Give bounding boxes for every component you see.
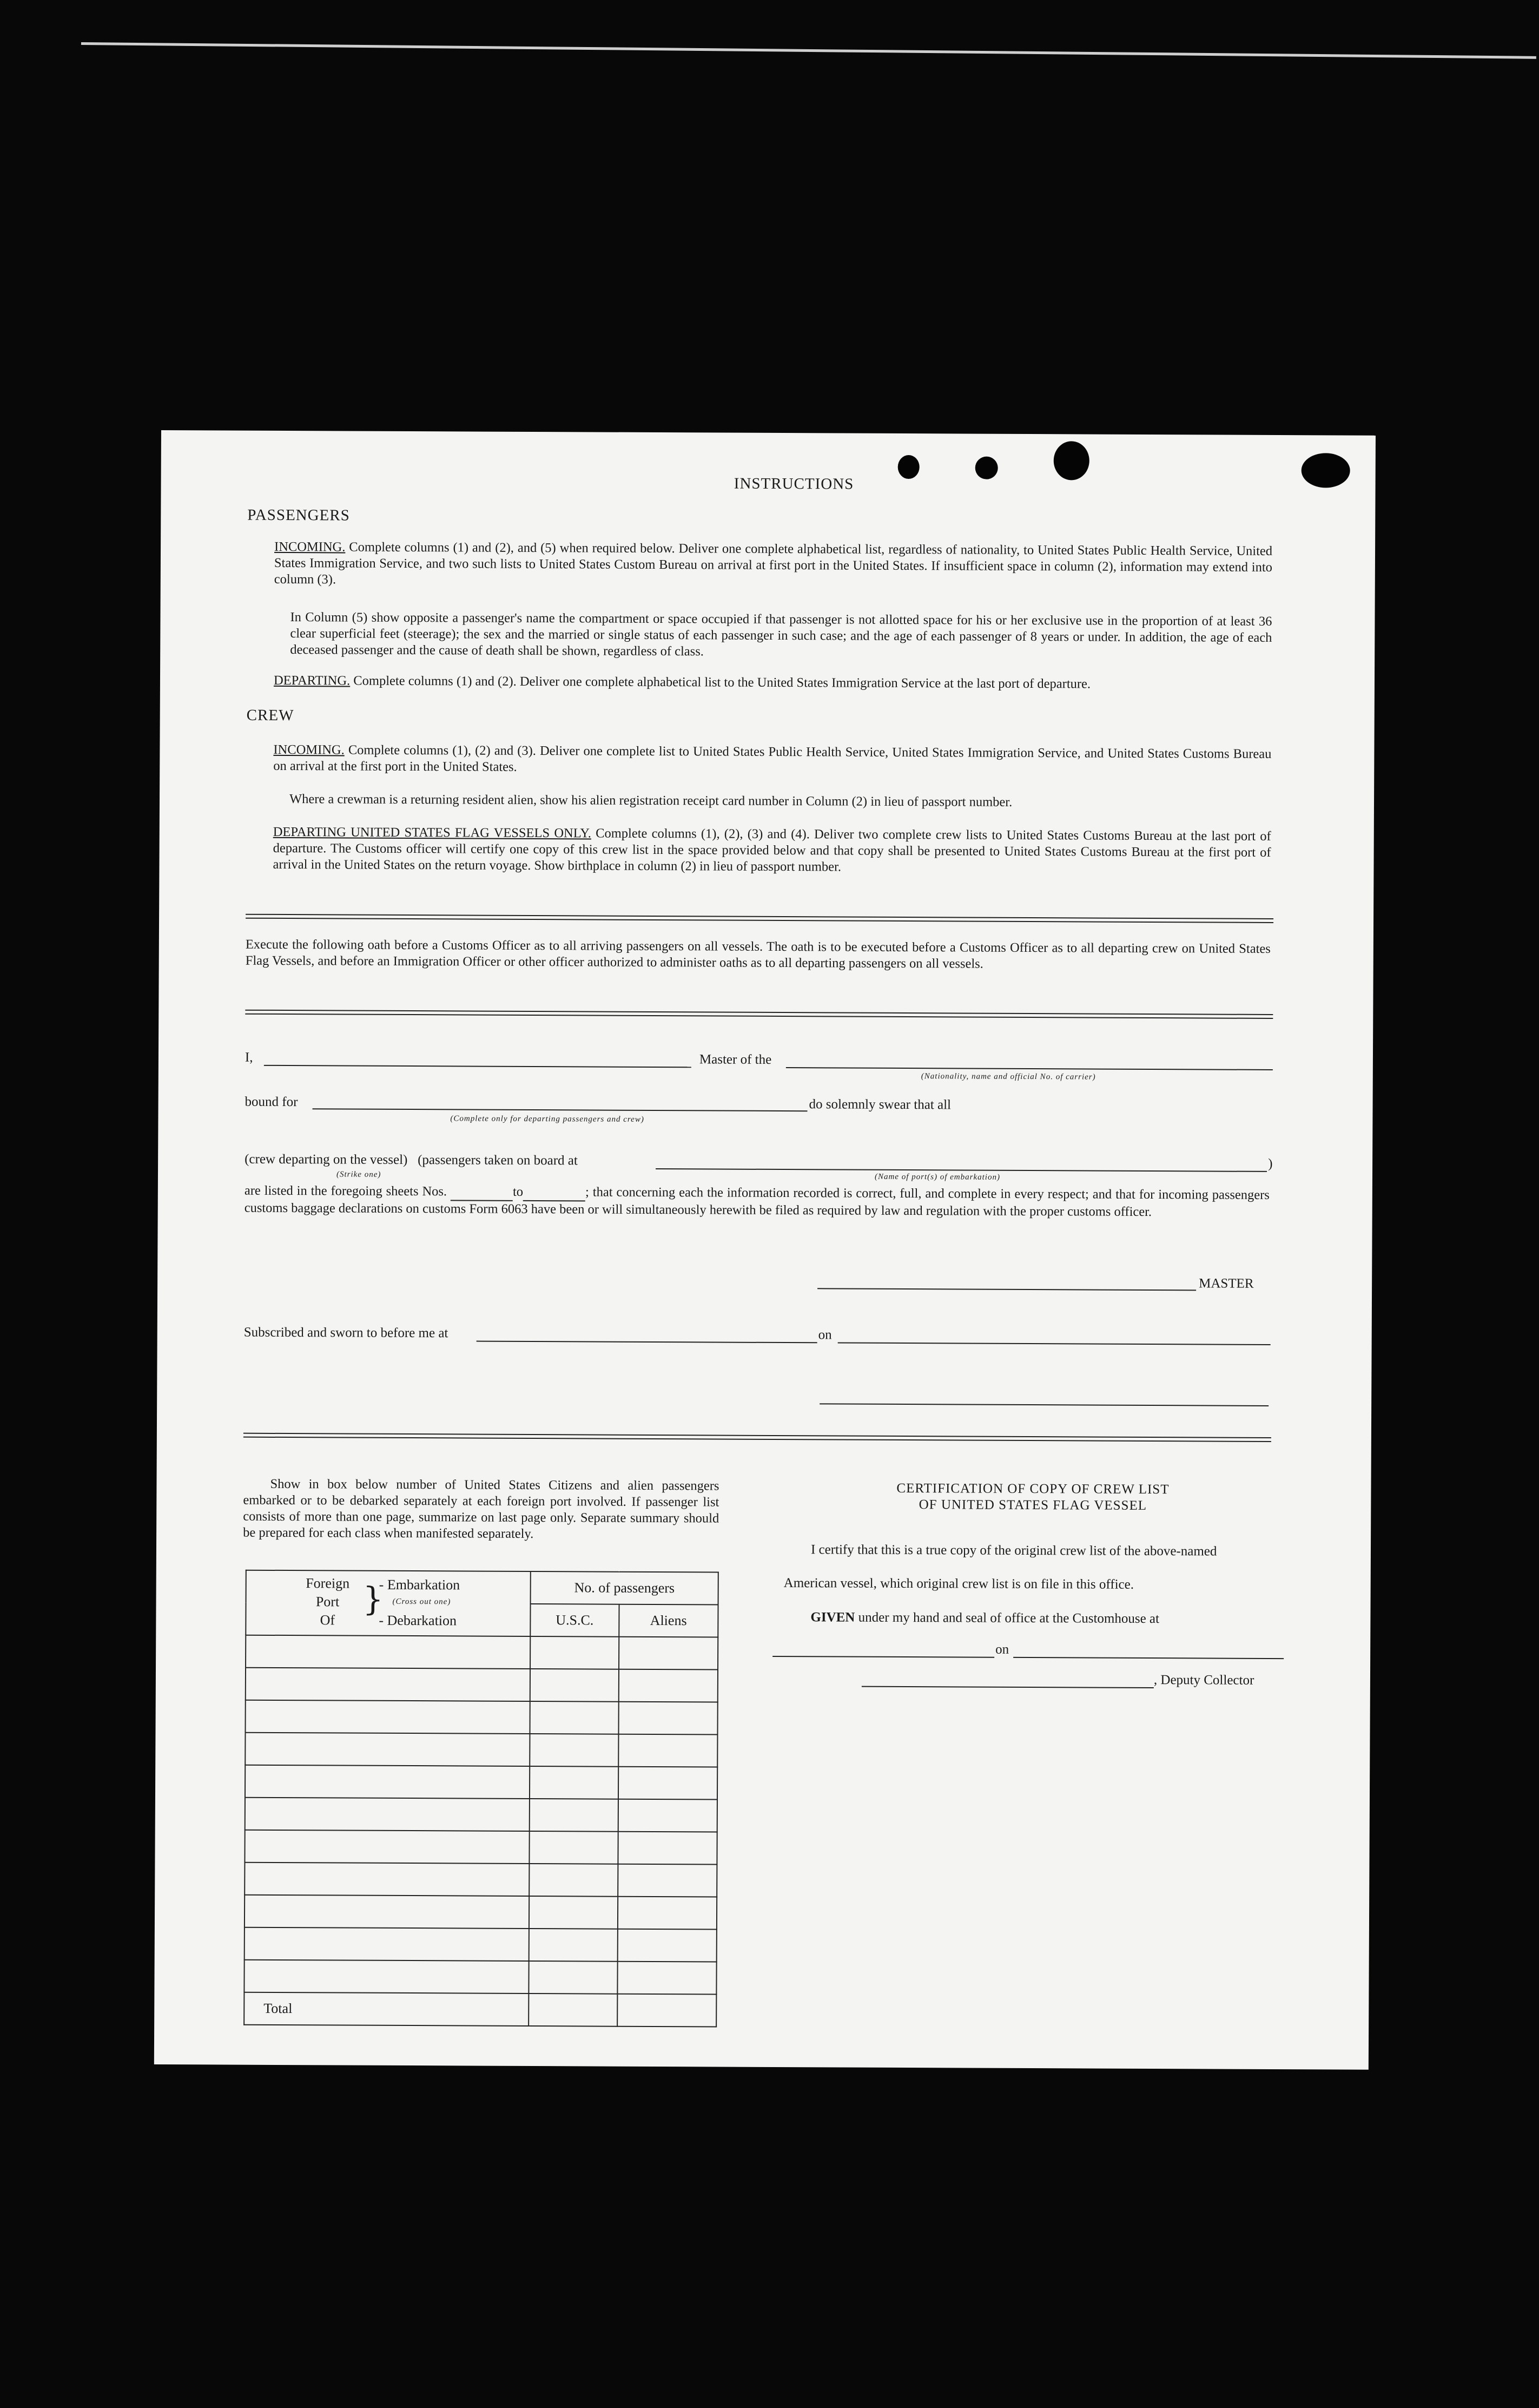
close-paren: ) bbox=[1268, 1156, 1273, 1171]
subscribed-date-field[interactable] bbox=[838, 1342, 1271, 1345]
divider bbox=[246, 914, 1273, 923]
given-text: under my hand and seal of office at the Customhouse at bbox=[858, 1610, 1160, 1627]
ink-blot bbox=[975, 457, 998, 479]
subscribed-place-field[interactable] bbox=[477, 1341, 817, 1344]
port-cell[interactable] bbox=[246, 1635, 530, 1669]
ink-blot bbox=[898, 455, 920, 479]
foreign-label: Foreign bbox=[306, 1575, 350, 1591]
crew-incoming-label: INCOMING. bbox=[273, 742, 345, 758]
table-row bbox=[245, 1830, 717, 1865]
master-label: MASTER bbox=[1199, 1276, 1254, 1291]
of-label: Of bbox=[320, 1612, 335, 1628]
customhouse-field[interactable] bbox=[772, 1656, 994, 1658]
sheet-from-field[interactable] bbox=[451, 1183, 513, 1201]
aliens-cell[interactable] bbox=[617, 1962, 717, 1995]
passengers-taken-option[interactable]: (passengers taken on board at bbox=[418, 1153, 578, 1168]
usc-cell[interactable] bbox=[530, 1669, 619, 1702]
listed-paragraph bbox=[245, 1183, 1270, 1221]
master-name-field[interactable] bbox=[264, 1065, 691, 1068]
departing-label: DEPARTING. bbox=[273, 673, 351, 688]
port-cell[interactable] bbox=[245, 1798, 530, 1831]
complete-note: (Complete only for departing passengers and crew) bbox=[450, 1114, 644, 1124]
certification-title-line2: OF UNITED STATES FLAG VESSEL bbox=[919, 1497, 1147, 1513]
given-label: GIVEN bbox=[810, 1610, 855, 1625]
crew-heading: CREW bbox=[246, 706, 294, 725]
divider bbox=[243, 1433, 1271, 1442]
debarkation-label[interactable]: - Debarkation bbox=[379, 1612, 457, 1629]
passengers-departing bbox=[274, 673, 1272, 693]
table-row bbox=[246, 1635, 718, 1670]
master-signature-field[interactable] bbox=[817, 1288, 1196, 1291]
subscribed-label: Subscribed and sworn to before me at bbox=[243, 1325, 448, 1341]
listed-prefix: are listed in the foregoing sheets Nos. bbox=[244, 1183, 447, 1199]
aliens-header: Aliens bbox=[619, 1604, 718, 1637]
table-row bbox=[245, 1765, 717, 1800]
certification-title-line1: CERTIFICATION OF COPY OF CREW LIST bbox=[896, 1481, 1170, 1497]
aliens-cell[interactable] bbox=[618, 1832, 717, 1865]
table-row bbox=[245, 1733, 717, 1767]
listed-suffix: ; that concerning each the information recorded is correct, full, and complete in every respect; and bbox=[585, 1185, 1112, 1202]
bound-for-field[interactable] bbox=[313, 1108, 808, 1111]
table-row bbox=[245, 1798, 717, 1832]
crew-departing-label: DEPARTING UNITED STATES FLAG VESSELS ONLY. bbox=[273, 824, 591, 841]
cross-note: (Cross out one) bbox=[392, 1597, 451, 1607]
master-of-label: Master of the bbox=[699, 1052, 772, 1067]
total-aliens-cell[interactable] bbox=[617, 1994, 717, 2027]
subscribed-on-label: on bbox=[818, 1327, 832, 1343]
swear-label: do solemnly swear that all bbox=[809, 1097, 952, 1113]
certification-line2: American vessel, which original crew list is on file in this office. bbox=[783, 1576, 1134, 1592]
aliens-cell[interactable] bbox=[618, 1864, 717, 1897]
port-label: Port bbox=[315, 1594, 340, 1610]
no-passengers-header: No. of passengers bbox=[531, 1571, 718, 1605]
carrier-field[interactable] bbox=[786, 1067, 1273, 1070]
cert-date-field[interactable] bbox=[1013, 1657, 1284, 1659]
port-cell[interactable] bbox=[245, 1863, 529, 1896]
deputy-collector-label: , Deputy Collector bbox=[1153, 1673, 1254, 1688]
crew-departing-text: Complete columns (1), (2), (3) and (4). Deliver two complete crew lists to United States Customs Bureau at the last port of departure. The Customs officer will certify one copy of this crew list in the space provided below and that copy shall be presented to United States Customs Bureau at the first port of arrival in the United States on the return voyage. Show birthplace in column (2) in lieu of passport number. bbox=[273, 826, 1271, 874]
table-row bbox=[245, 1895, 717, 1930]
port-cell[interactable] bbox=[244, 1960, 529, 1993]
ink-blot bbox=[1054, 441, 1089, 480]
port-cell[interactable] bbox=[245, 1830, 529, 1864]
aliens-cell[interactable] bbox=[619, 1637, 718, 1670]
crew-incoming-text: Complete columns (1), (2) and (3). Deliver one complete list to United States Public Health Service, United States Immigration Service, and United States Customs Bureau on arrival at the first port in the United States. bbox=[273, 742, 1272, 774]
usc-cell[interactable] bbox=[529, 1864, 618, 1897]
port-cell[interactable] bbox=[245, 1927, 529, 1961]
passenger-summary-table bbox=[243, 1570, 719, 2028]
crew-resident bbox=[289, 791, 1271, 812]
certification-given bbox=[810, 1610, 1159, 1627]
port-cell[interactable] bbox=[245, 1733, 530, 1766]
usc-cell[interactable] bbox=[530, 1701, 619, 1734]
port-header-cell bbox=[246, 1570, 531, 1636]
column5-paragraph bbox=[290, 609, 1272, 662]
to-label: to bbox=[512, 1184, 524, 1199]
film-edge-line bbox=[81, 42, 1536, 59]
table-row bbox=[245, 1927, 717, 1962]
sheet-to-field[interactable] bbox=[523, 1184, 585, 1202]
officer-signature-field[interactable] bbox=[820, 1403, 1269, 1406]
column5-text: In Column (5) show opposite a passenger's name the compartment or space occupied if that passenger is not allotted space for his or her exclusive use in the proportion of at least 36 clear superficial feet (steerage); the sex and the married or single status of each passenger in such case; and the age of each passenger of 8 years or under. In addition, the age of each deceased passenger and the cause of death shall be shown, regardless of class. bbox=[290, 610, 1272, 659]
usc-cell[interactable] bbox=[529, 1896, 618, 1929]
page-title: INSTRUCTIONS bbox=[734, 475, 854, 493]
oath-intro: Execute the following oath before a Customs Officer as to all arriving passengers on all vessels. The oath is to be executed before a Customs Officer as to all departing crew on United States Flag Vessels, and before an Immigration Officer or other officer authorized to administer oaths as to all departing passengers on all vessels. bbox=[245, 937, 1271, 971]
table-row bbox=[246, 1700, 718, 1735]
usc-cell[interactable] bbox=[530, 1831, 618, 1864]
listed-line2: that for incoming passengers customs baggage declarations on customs Form 6063 have been or will simultaneously herewith be filed as required by law and regulation with the proper customs officer. bbox=[244, 1187, 1270, 1220]
i-label: I, bbox=[245, 1050, 253, 1065]
aliens-cell[interactable] bbox=[618, 1767, 717, 1800]
summary-intro: Show in box below number of United States Citizens and alien passengers embarked or to be debarked separately at each foreign port involved. If passenger list consists of more than one page, summarize on last page only. Separate summary should be prepared for each class when manifested separately. bbox=[243, 1476, 719, 1542]
usc-cell[interactable] bbox=[529, 1961, 618, 1994]
port-note: (Name of port(s) of embarkation) bbox=[874, 1172, 1001, 1182]
form-page bbox=[154, 430, 1376, 2070]
port-cell[interactable] bbox=[246, 1700, 530, 1734]
embarkation-port-field[interactable] bbox=[656, 1168, 1267, 1172]
aliens-cell[interactable] bbox=[618, 1799, 717, 1832]
embarkation-label[interactable]: - Embarkation bbox=[379, 1576, 460, 1593]
carrier-note: (Nationality, name and official No. of carrier) bbox=[921, 1072, 1096, 1082]
incoming-text: Complete columns (1) and (2), and (5) when required below. Deliver one complete alphabetical list, regardless of nationality, to United States Public Health Service, United States Immigration Service, and two such lists to United States Custom Bureau on arrival at first port in the United States. If insufficient space in column (2), information may extend into column (3). bbox=[274, 540, 1273, 587]
passengers-incoming bbox=[274, 539, 1272, 592]
port-cell[interactable] bbox=[246, 1668, 530, 1701]
crew-departing bbox=[273, 824, 1271, 877]
brace-symbol: } bbox=[362, 1580, 384, 1619]
port-cell[interactable] bbox=[245, 1765, 530, 1799]
usc-cell[interactable] bbox=[530, 1799, 618, 1832]
cert-on-label: on bbox=[995, 1642, 1009, 1657]
usc-cell[interactable] bbox=[529, 1929, 618, 1962]
deputy-collector-signature[interactable] bbox=[862, 1686, 1154, 1688]
usc-cell[interactable] bbox=[530, 1734, 618, 1767]
total-label: Total bbox=[244, 1992, 529, 2026]
crew-resident-text: Where a crewman is a returning resident alien, show his alien registration receipt card number in Column (2) in lieu of passport number. bbox=[289, 792, 1013, 810]
crew-departing-option[interactable]: (crew departing on the vessel) bbox=[245, 1152, 408, 1167]
table-row bbox=[246, 1668, 718, 1702]
certification-title bbox=[860, 1481, 1206, 1515]
strike-note: (Strike one) bbox=[336, 1170, 381, 1179]
bound-for-label: bound for bbox=[245, 1094, 298, 1110]
incoming-label: INCOMING. bbox=[274, 539, 346, 555]
port-cell[interactable] bbox=[245, 1895, 529, 1929]
usc-cell[interactable] bbox=[530, 1636, 619, 1669]
certification-line1: I certify that this is a true copy of the original crew list of the above-named bbox=[810, 1542, 1217, 1559]
aliens-cell[interactable] bbox=[618, 1734, 718, 1767]
aliens-cell[interactable] bbox=[618, 1702, 718, 1735]
usc-cell[interactable] bbox=[530, 1766, 618, 1799]
aliens-cell[interactable] bbox=[618, 1669, 718, 1702]
table-row bbox=[245, 1863, 717, 1897]
departing-text: Complete columns (1) and (2). Deliver one complete alphabetical list to the United States Immigration Service at the last port of departure. bbox=[353, 673, 1091, 692]
crew-incoming bbox=[273, 742, 1271, 779]
total-usc-cell[interactable] bbox=[529, 1993, 617, 2027]
passengers-heading: PASSENGERS bbox=[247, 506, 350, 524]
ink-blot bbox=[1302, 453, 1350, 488]
divider bbox=[245, 1010, 1273, 1019]
usc-header: U.S.C. bbox=[530, 1604, 619, 1637]
table-row bbox=[244, 1960, 716, 1995]
aliens-cell[interactable] bbox=[617, 1897, 717, 1930]
aliens-cell[interactable] bbox=[617, 1929, 717, 1962]
